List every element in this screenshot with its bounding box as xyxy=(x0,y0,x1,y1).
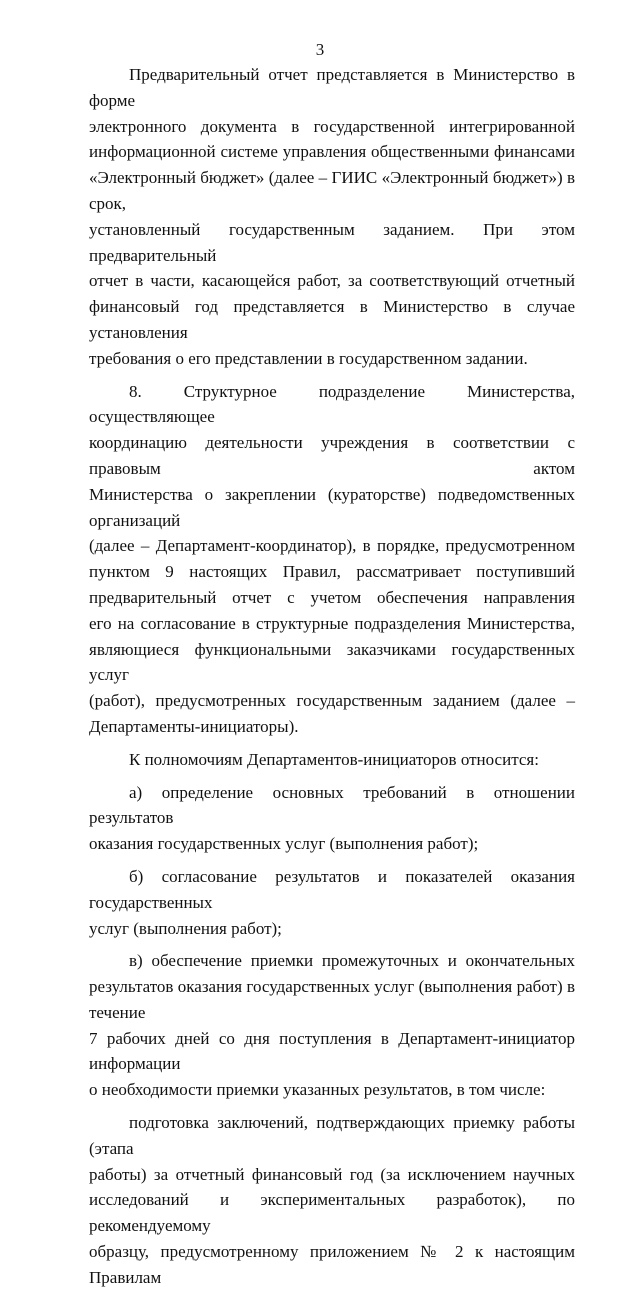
paragraph xyxy=(89,747,575,773)
text-line: исследований и экспериментальных разработок), по рекомендуемому xyxy=(89,1190,575,1236)
text-line: 8. Структурное подразделение Министерства, осуществляющее xyxy=(89,381,575,427)
text-line: оказания государственных услуг (выполнения работ); xyxy=(89,834,479,854)
text-line: о необходимости приемки указанных результатов, в том числе: xyxy=(89,1080,546,1100)
text-line: работы) за отчетный финансовый год (за исключением научных xyxy=(89,1164,575,1184)
text-line: «Электронный бюджет» (далее – ГИИС «Электронный бюджет») в срок, xyxy=(89,168,575,213)
text-line: образцу, предусмотренному приложением № 2 к настоящим Правилам xyxy=(89,1242,575,1287)
paragraph xyxy=(89,379,575,740)
text-line: (далее – Департамент-координатор), в порядке, предусмотренном xyxy=(89,536,575,556)
paragraph xyxy=(89,780,575,857)
text-line: являющиеся функциональными заказчиками государственных услуг xyxy=(89,639,575,685)
document-body xyxy=(89,62,575,1298)
text-line: К полномочиям Департаментов-инициаторов относится: xyxy=(129,749,539,769)
paragraph xyxy=(89,62,575,372)
text-line: его на согласование в структурные подразделения Министерства, xyxy=(89,613,575,633)
text-line: пунктом 9 настоящих Правил, рассматривает поступивший xyxy=(89,562,575,582)
text-line: электронного документа в государственной интегрированной xyxy=(89,116,575,136)
paragraph xyxy=(89,1110,575,1291)
text-line: установленный государственным заданием. При этом предварительный xyxy=(89,219,575,265)
text-line: Министерства о закреплении (кураторстве) подведомственных организаций xyxy=(89,484,575,530)
text-line: отчет в части, касающейся работ, за соответствующий отчетный xyxy=(89,271,575,291)
paragraph xyxy=(89,948,575,1103)
text-line: требования о его представлении в государственном задании. xyxy=(89,348,528,368)
text-line: Департаменты-инициаторы). xyxy=(89,716,299,736)
text-line: результатов оказания государственных услуг (выполнения работ) в течение xyxy=(89,977,575,1022)
page-number: 3 xyxy=(315,40,325,59)
text-line: а) определение основных требований в отношении результатов xyxy=(89,782,575,828)
text-line: услуг (выполнения работ); xyxy=(89,918,282,938)
text-line: финансовый год представляется в Министерство в случае установления xyxy=(89,297,575,342)
text-line: предварительный отчет с учетом обеспечения направления xyxy=(89,587,575,607)
text-line: (работ), предусмотренных государственным заданием (далее – xyxy=(89,691,575,711)
text-line: 7 рабочих дней со дня поступления в Департамент-инициатор информации xyxy=(89,1028,575,1074)
text-line: координацию деятельности учреждения в соответствии с правовым актом xyxy=(89,433,575,478)
text-line: подготовка заключений, подтверждающих приемку работы (этапа xyxy=(89,1113,575,1158)
text-line: в) обеспечение приемки промежуточных и окончательных xyxy=(129,951,575,971)
text-line: Предварительный отчет представляется в Министерство в форме xyxy=(89,65,575,110)
text-line: б) согласование результатов и показателей оказания государственных xyxy=(89,866,575,912)
text-line: информационной системе управления общественными финансами xyxy=(89,142,575,162)
paragraph xyxy=(89,864,575,941)
